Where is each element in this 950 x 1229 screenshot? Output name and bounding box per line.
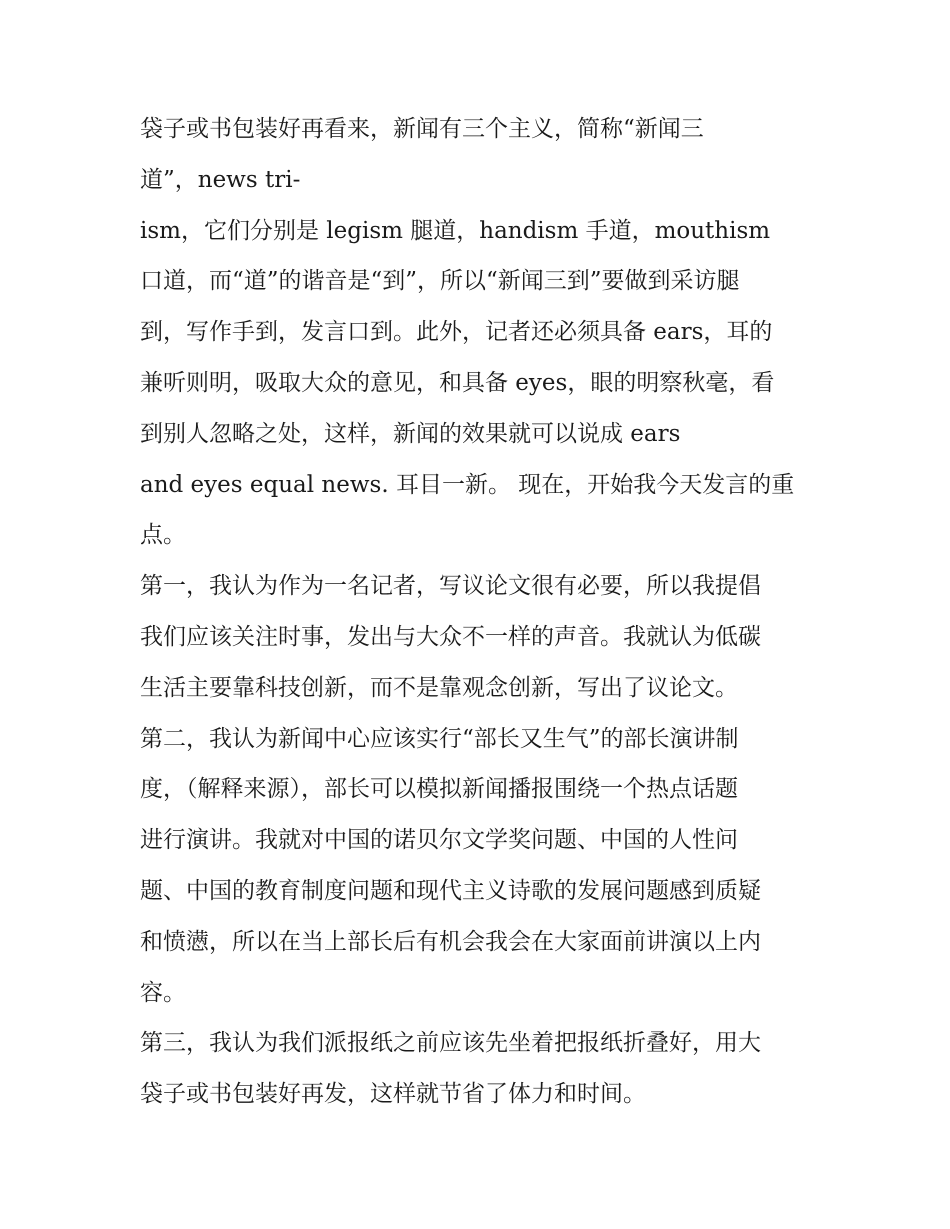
text-line: ism，它们分别是 legism 腿道，handism 手道，mouthism <box>140 217 771 244</box>
text-line: 口道，而“道”的谐音是“到”，所以“新闻三到”要做到采访腿 <box>140 268 740 295</box>
text-line: 到，写作手到，发言口到。此外，记者还必须具备 ears，耳的 <box>140 319 773 346</box>
text-line: 袋子或书包装好再看来，新闻有三个主义，简称“新闻三 <box>140 116 704 142</box>
text-line: 第二，我认为新闻中心应该实行“部长又生气”的部长演讲制 <box>140 725 739 752</box>
text-line: 袋子或书包装好再发，这样就节省了体力和时间。 <box>140 1081 646 1108</box>
text-line: 和愤懑，所以在当上部长后有机会我会在大家面前讲演以上内 <box>140 928 761 955</box>
text-line: and eyes equal news. 耳目一新。 现在，开始我今天发言的重 <box>140 471 795 498</box>
text-line: 题、中国的教育制度问题和现代主义诗歌的发展问题感到质疑 <box>140 877 761 904</box>
text-line: 第一，我认为作为一名记者，写议论文很有必要，所以我提倡 <box>140 573 761 600</box>
text-line: 容。 <box>140 979 186 1006</box>
text-line: 第三，我认为我们派报纸之前应该先坐着把报纸折叠好，用大 <box>140 1030 761 1057</box>
body-text <box>140 104 820 1120</box>
text-line: 生活主要靠科技创新，而不是靠观念创新，写出了议论文。 <box>140 674 738 701</box>
text-line: 到别人忽略之处，这样，新闻的效果就可以说成 ears <box>140 420 681 447</box>
text-line: 度，（解释来源），部长可以模拟新闻播报围绕一个热点话题 <box>140 776 738 803</box>
text-line: 兼听则明，吸取大众的意见，和具备 eyes，眼的明察秋毫，看 <box>140 369 775 396</box>
text-line: 点。 <box>140 522 186 549</box>
text-line: 我们应该关注时事，发出与大众不一样的声音。我就认为低碳 <box>140 623 761 650</box>
text-line: 道”，news tri- <box>140 166 301 193</box>
text-line: 进行演讲。我就对中国的诺贝尔文学奖问题、中国的人性问 <box>140 827 738 854</box>
